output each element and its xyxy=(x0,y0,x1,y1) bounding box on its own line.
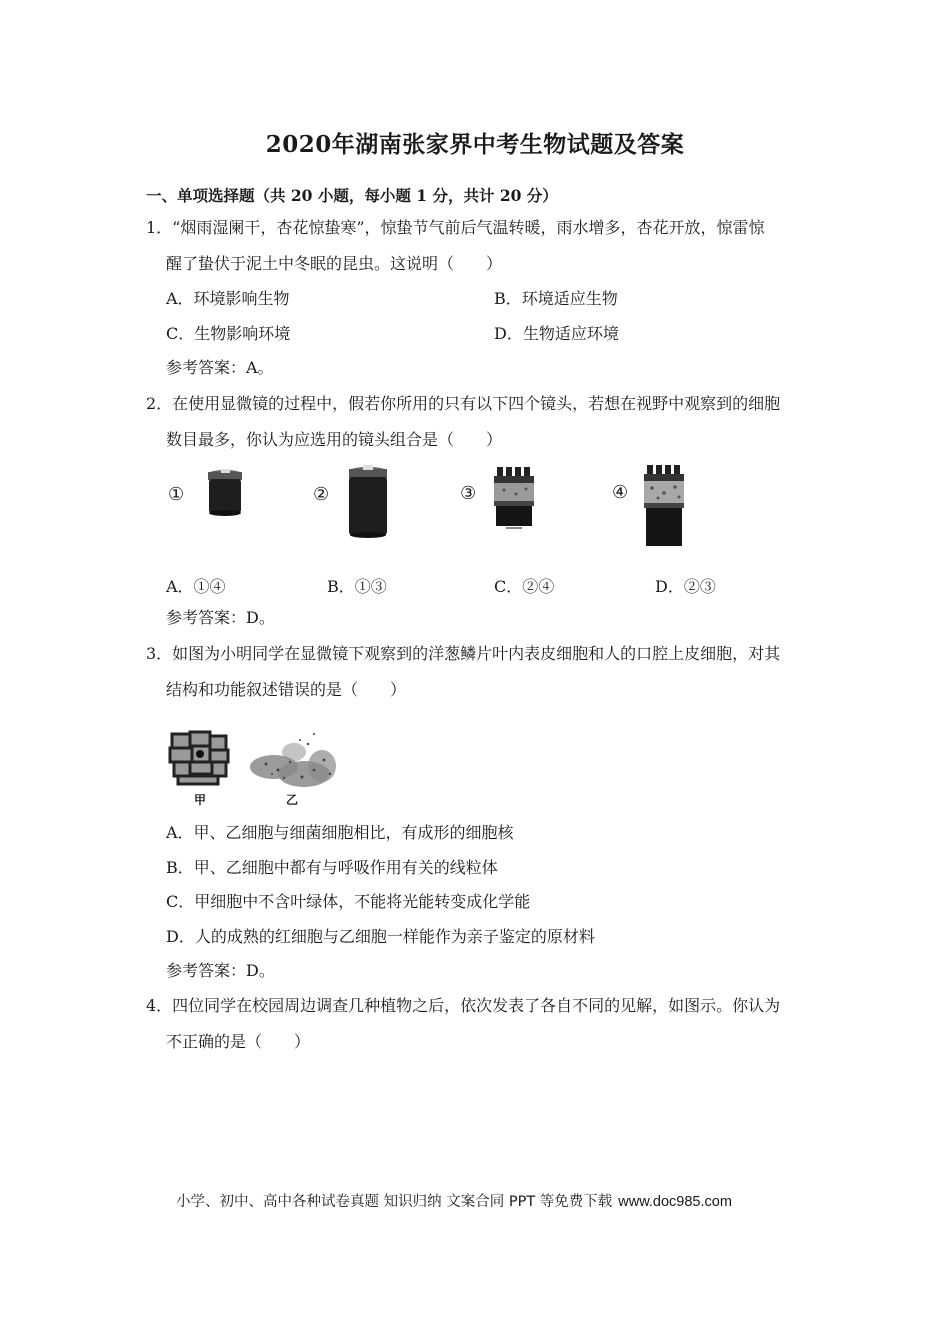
lens-label-4: ④ xyxy=(612,482,629,503)
q2-stem-line1: 2．在使用显微镜的过程中，假若你所用的只有以下四个镜头，若想在视野中观察到的细胞 xyxy=(146,394,781,413)
q3-option-b: B．甲、乙细胞中都有与呼吸作用有关的线粒体 xyxy=(166,858,498,877)
q3-option-a: A．甲、乙细胞与细菌细胞相比，有成形的细胞核 xyxy=(166,823,514,842)
q1-stem-line2: 醒了蛰伏于泥土中冬眠的昆虫。这说明（ ） xyxy=(166,254,503,273)
lens-figure-1 xyxy=(168,466,248,526)
q2-option-d: D．②③ xyxy=(655,577,716,596)
short-objective-lens-icon xyxy=(168,466,248,526)
cell-label-yi: 乙 xyxy=(286,793,299,807)
q3-stem-line1: 3．如图为小明同学在显微镜下观察到的洋葱鳞片叶内表皮细胞和人的口腔上皮细胞，对其 xyxy=(146,644,781,663)
q1-stem-line1: 1．“烟雨湿阑干，杏花惊蛰寒”，惊蛰节气前后气温转暖，雨水增多，杏花开放，惊雷惊 xyxy=(146,218,765,237)
q2-option-a: A．①④ xyxy=(166,577,226,596)
section-heading: 一、单项选择题（共 20 小题，每小题 1 分，共计 20 分） xyxy=(146,186,558,205)
q2-option-b: B．①③ xyxy=(327,577,387,596)
short-eyepiece-lens-icon xyxy=(460,465,550,535)
q2-option-c: C．②④ xyxy=(494,577,555,596)
page-title: 2020年湖南张家界中考生物试题及答案 xyxy=(265,131,685,158)
q4-stem-line2: 不正确的是（ ） xyxy=(166,1032,311,1051)
q1-option-a: A．环境影响生物 xyxy=(166,289,290,308)
q1-option-d: D．生物适应环境 xyxy=(494,324,619,343)
q2-stem-line2: 数目最多，你认为应选用的镜头组合是（ ） xyxy=(166,430,503,449)
footer-url[interactable]: www.doc985.com xyxy=(618,1194,732,1210)
q3-option-c: C．甲细胞中不含叶绿体，不能将光能转变成化学能 xyxy=(166,892,531,911)
lens-figure-4 xyxy=(612,462,702,552)
footer-text: 小学、初中、高中各种试卷真题 知识归纳 文案合同 PPT 等免费下载 xyxy=(176,1194,613,1210)
q1-answer: 参考答案：A。 xyxy=(166,358,274,377)
lens-figure-2 xyxy=(313,462,393,542)
q1-option-b: B．环境适应生物 xyxy=(494,289,618,308)
lens-label-3: ③ xyxy=(460,483,477,504)
cell-figures xyxy=(166,722,346,808)
q2-answer: 参考答案：D。 xyxy=(166,608,275,627)
lens-label-1: ① xyxy=(168,484,185,505)
page-footer xyxy=(176,1190,732,1211)
q1-option-c: C．生物影响环境 xyxy=(166,324,291,343)
cheek-epithelial-cells-icon xyxy=(244,722,344,792)
q3-option-d: D．人的成熟的红细胞与乙细胞一样能作为亲子鉴定的原材料 xyxy=(166,927,595,946)
cell-label-jia: 甲 xyxy=(194,793,207,807)
onion-epidermal-cells-icon xyxy=(166,728,232,794)
q4-stem-line1: 4．四位同学在校园周边调查几种植物之后，依次发表了各自不同的见解，如图示。你认为 xyxy=(146,996,781,1015)
q3-stem-line2: 结构和功能叙述错误的是（ ） xyxy=(166,680,407,699)
q3-answer: 参考答案：D。 xyxy=(166,961,275,980)
lens-figure-3 xyxy=(460,465,550,535)
long-objective-lens-icon xyxy=(313,462,393,542)
long-eyepiece-lens-icon xyxy=(612,462,702,552)
lens-label-2: ② xyxy=(313,484,330,505)
